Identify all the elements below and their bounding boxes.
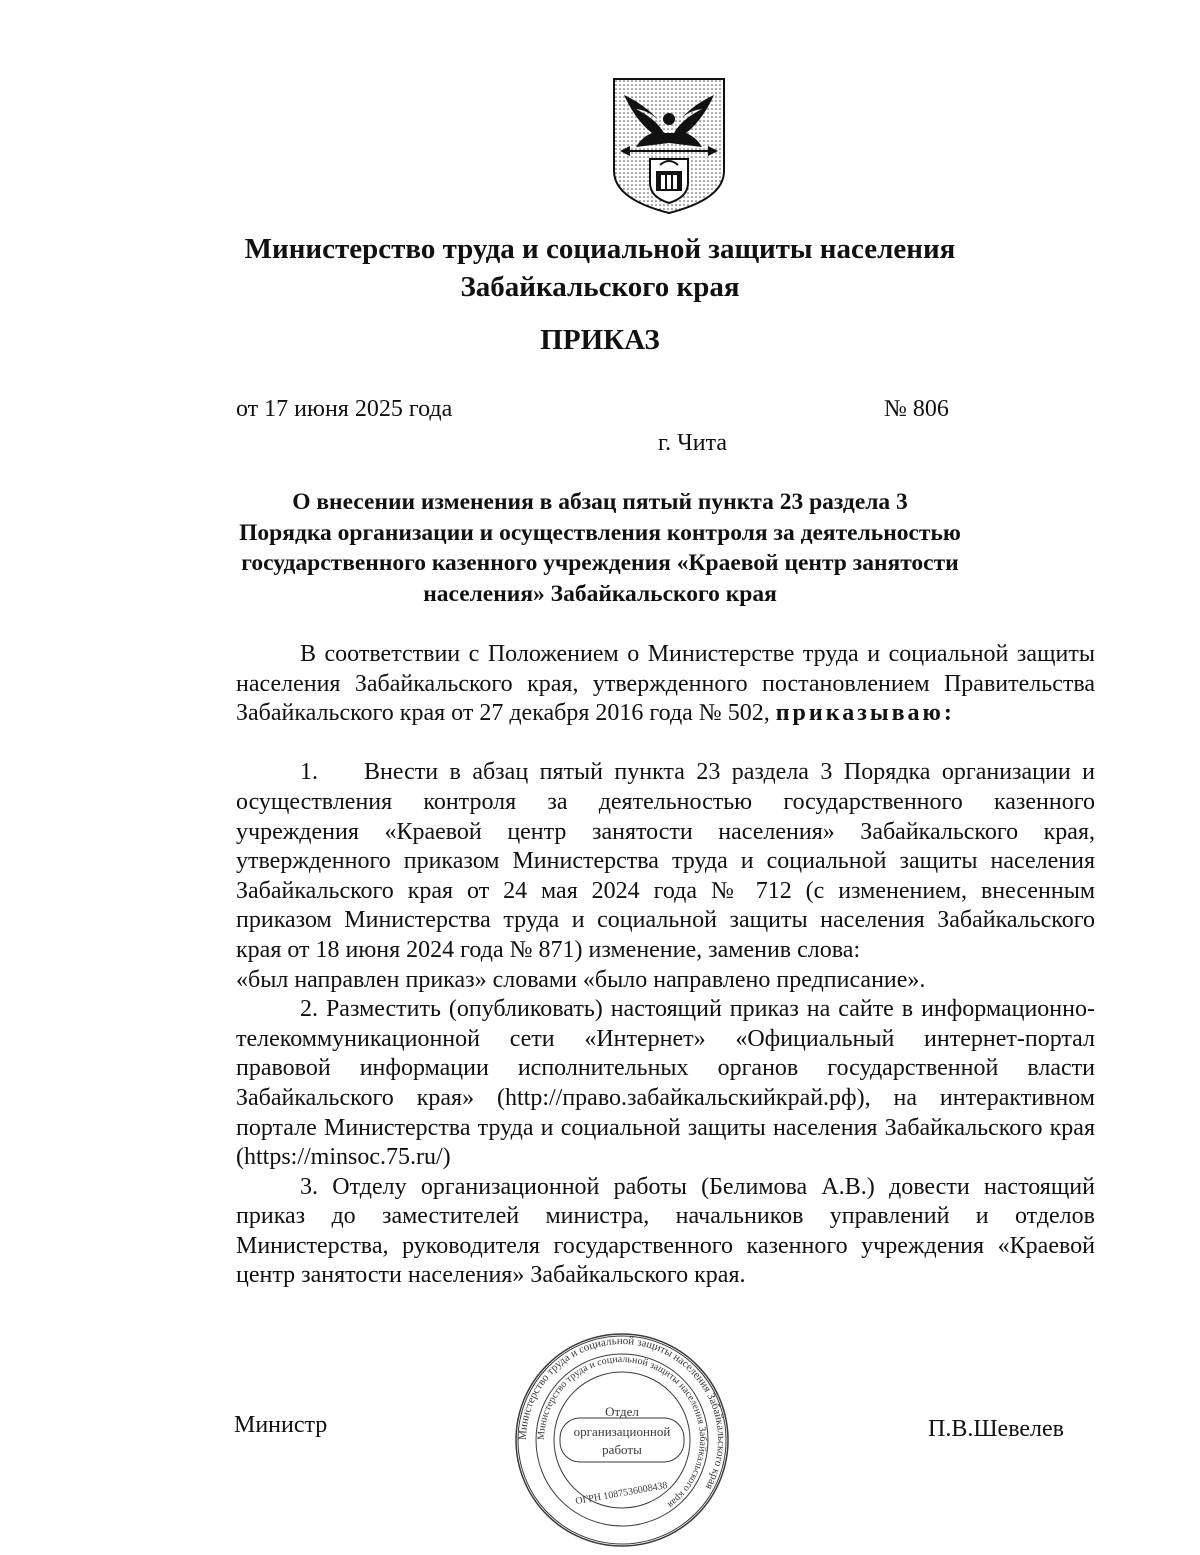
item-1-number: 1. (300, 759, 318, 786)
official-stamp (512, 1330, 732, 1550)
intro-paragraph (236, 640, 1095, 729)
item-2-paragraph: 2. Разместить (опубликовать) настоящий приказ на сайте в информационно-телекоммуникационной сети «Интернет» «Официальный интернет-портал правовой информации исполнительных органов государственной власти Забайкальского края» (http://право.забайкальскийкрай.рф), на интерактивном портале Министерства труда и социальной защиты населения Забайкальского края (https://minsoc.75.ru/) (236, 996, 1095, 1171)
subject-line2: Порядка организации и осуществления контроля за деятельностью (239, 519, 961, 546)
subject-line4: населения» Забайкальского края (423, 580, 777, 607)
stamp-inner-text: Министерство труда и социальной защиты населения Забайкальского края (535, 1353, 709, 1510)
item-1-text: Внести в абзац пятый пункта 23 раздела 3 Порядка организации и осуществления контроля за деятельностью государственного казенного учреждения «Краевой центр занятости населения» Забайкальского края, утвержденного приказом Министерства труда и социальной защиты населения Забайкальского края от 24 мая 2024 года № 712 (с изменением, внесенным приказом Министерства труда и социальной защиты населения Забайкальского края от 18 июня 2024 года № 871) изменение, заменив слова: (236, 759, 1095, 963)
document-type: ПРИКАЗ (540, 324, 660, 356)
item-1-tail: «был направлен приказ» словами «было направлено предписание». (236, 966, 926, 993)
signature-name: П.В.Шевелев (928, 1416, 1065, 1442)
stamp-center-line3: работы (602, 1442, 642, 1457)
stamp-outer-text: Министерство труда и социальной защиты населения Забайкальского края (516, 1334, 728, 1492)
coat-of-arms-icon (606, 75, 732, 215)
stamp-ogrn: ОГРН 1087536008438 (574, 1480, 669, 1508)
order-subject (0, 487, 1200, 609)
intro-text: В соответствии с Положением о Министерстве труда и социальной защиты населения Забайкальского края, утвержденного постановлением Правительства Забайкальского края от 27 декабря 2016 года № 502, (236, 641, 1095, 727)
stamp-center-line1: Отдел (605, 1404, 639, 1419)
order-date: от 17 июня 2025 года (236, 396, 453, 422)
item-1-paragraph (236, 758, 1095, 965)
ministry-name-line1: Министерство труда и социальной защиты населения (244, 233, 956, 265)
signature-position: Министр (234, 1412, 328, 1438)
order-body (236, 640, 1095, 1291)
order-number: № 806 (884, 396, 949, 422)
subject-line3: государственного казенного учреждения «Краевой центр занятости (241, 550, 959, 576)
stamp-center-line2: организационной (573, 1424, 671, 1439)
intro-decree-word: приказываю: (775, 700, 955, 727)
subject-line1: О внесении изменения в абзац пятый пункта 23 раздела 3 (292, 489, 908, 515)
ministry-name (0, 230, 1200, 306)
ministry-name-line2: Забайкальского края (460, 271, 740, 303)
order-city: г. Чита (658, 430, 728, 456)
item-3-paragraph: 3. Отделу организационной работы (Белимова А.В.) довести настоящий приказ до заместителей министра, начальников управлений и отделов Министерства, руководителя государственного казенного учреждения «Краевой центр занятости населения» Забайкальского края. (236, 1173, 1095, 1289)
